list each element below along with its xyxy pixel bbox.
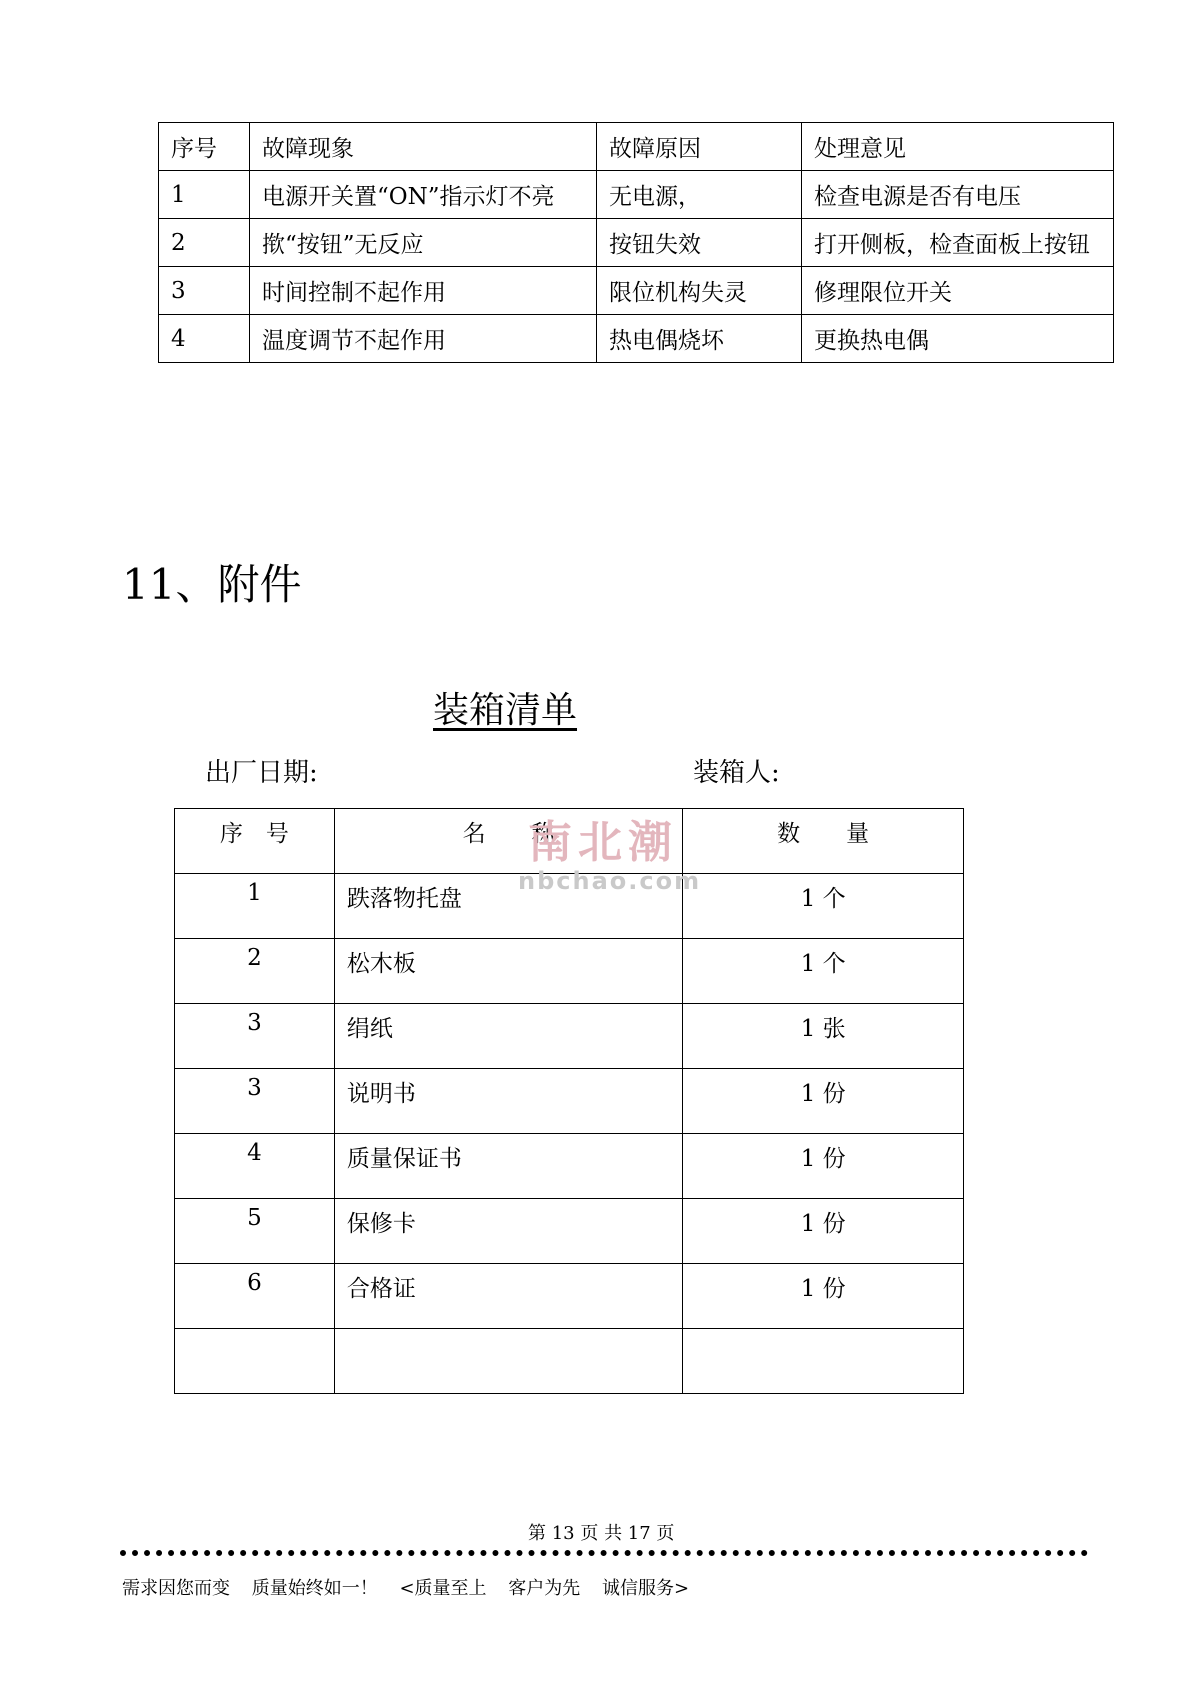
cell: 1: [175, 874, 335, 939]
cell: 保修卡: [334, 1199, 683, 1264]
cell: 限位机构失灵: [597, 267, 802, 315]
cell: 1 份: [683, 1134, 964, 1199]
table-row: [175, 1199, 964, 1264]
cell: 1 份: [683, 1264, 964, 1329]
slogan: 质量始终如一！: [251, 1578, 378, 1599]
section-title: 11、附件: [122, 560, 302, 609]
slogan: 诚信服务>: [602, 1578, 690, 1599]
cell: 时间控制不起作用: [250, 267, 597, 315]
cell: 说明书: [334, 1069, 683, 1134]
cell: 松木板: [334, 939, 683, 1004]
header-cell: 数 量: [683, 809, 964, 874]
slogan: <质量至上: [399, 1578, 487, 1599]
cell: 检查电源是否有电压: [802, 171, 1114, 219]
watermark-en: nbchao.com: [518, 867, 702, 895]
cell: 质量保证书: [334, 1134, 683, 1199]
cell: [683, 1329, 964, 1394]
table-row: [159, 219, 1114, 267]
cell: 2: [175, 939, 335, 1004]
table-row: [175, 1134, 964, 1199]
table-row: [159, 267, 1114, 315]
slogan: 客户为先: [508, 1578, 581, 1599]
cell: 3: [159, 267, 250, 315]
fault-table: [158, 122, 1114, 363]
table-row: [159, 171, 1114, 219]
cell: 1 份: [683, 1069, 964, 1134]
header-cell: 序号: [159, 123, 250, 171]
cell: 修理限位开关: [802, 267, 1114, 315]
cell: 1 个: [683, 874, 964, 939]
cell: 无电源，: [597, 171, 802, 219]
watermark-cn: 南北潮: [528, 817, 678, 868]
cell: 打开侧板，检查面板上按钮: [802, 219, 1114, 267]
cell: 温度调节不起作用: [250, 315, 597, 363]
cell: 热电偶烧坏: [597, 315, 802, 363]
cell: 1 张: [683, 1004, 964, 1069]
cell: 电源开关置“ON”指示灯不亮: [250, 171, 597, 219]
cell: 按钮失效: [597, 219, 802, 267]
header-cell: 处理意见: [802, 123, 1114, 171]
packing-table: [174, 808, 964, 1394]
cell: 1 份: [683, 1199, 964, 1264]
cell: 5: [175, 1199, 335, 1264]
packer-label: 装箱人:: [693, 758, 780, 788]
table-row: [175, 939, 964, 1004]
packing-table-header: [175, 809, 964, 874]
table-row: [175, 874, 964, 939]
cell: 4: [175, 1134, 335, 1199]
table-row: [175, 1069, 964, 1134]
page-number: 第 13 页 共 17 页: [528, 1523, 675, 1544]
footer-slogans: [122, 1576, 705, 1602]
cell: 4: [159, 315, 250, 363]
cell: 1 个: [683, 939, 964, 1004]
cell: 2: [159, 219, 250, 267]
slogan: 需求因您而变: [122, 1578, 230, 1599]
cell: 1: [159, 171, 250, 219]
cell: 揿“按钮”无反应: [250, 219, 597, 267]
cell: 绢纸: [334, 1004, 683, 1069]
cell: 跌落物托盘: [334, 874, 683, 939]
table-row: [175, 1004, 964, 1069]
table-row: [175, 1264, 964, 1329]
cell: 3: [175, 1004, 335, 1069]
ship-date-label: 出厂日期:: [205, 758, 318, 788]
cell: 合格证: [334, 1264, 683, 1329]
header-cell: 序 号: [175, 809, 335, 874]
footer-divider: [120, 1550, 1088, 1562]
cell: 更换热电偶: [802, 315, 1114, 363]
fault-table-header: [159, 123, 1114, 171]
cell: [334, 1329, 683, 1394]
cell: 3: [175, 1069, 335, 1134]
header-cell: 故障原因: [597, 123, 802, 171]
header-cell: 名 称: [334, 809, 683, 874]
cell: [175, 1329, 335, 1394]
packing-list-title: 装箱清单: [433, 690, 578, 731]
header-cell: 故障现象: [250, 123, 597, 171]
cell: 6: [175, 1264, 335, 1329]
table-row: [159, 315, 1114, 363]
table-row: [175, 1329, 964, 1394]
